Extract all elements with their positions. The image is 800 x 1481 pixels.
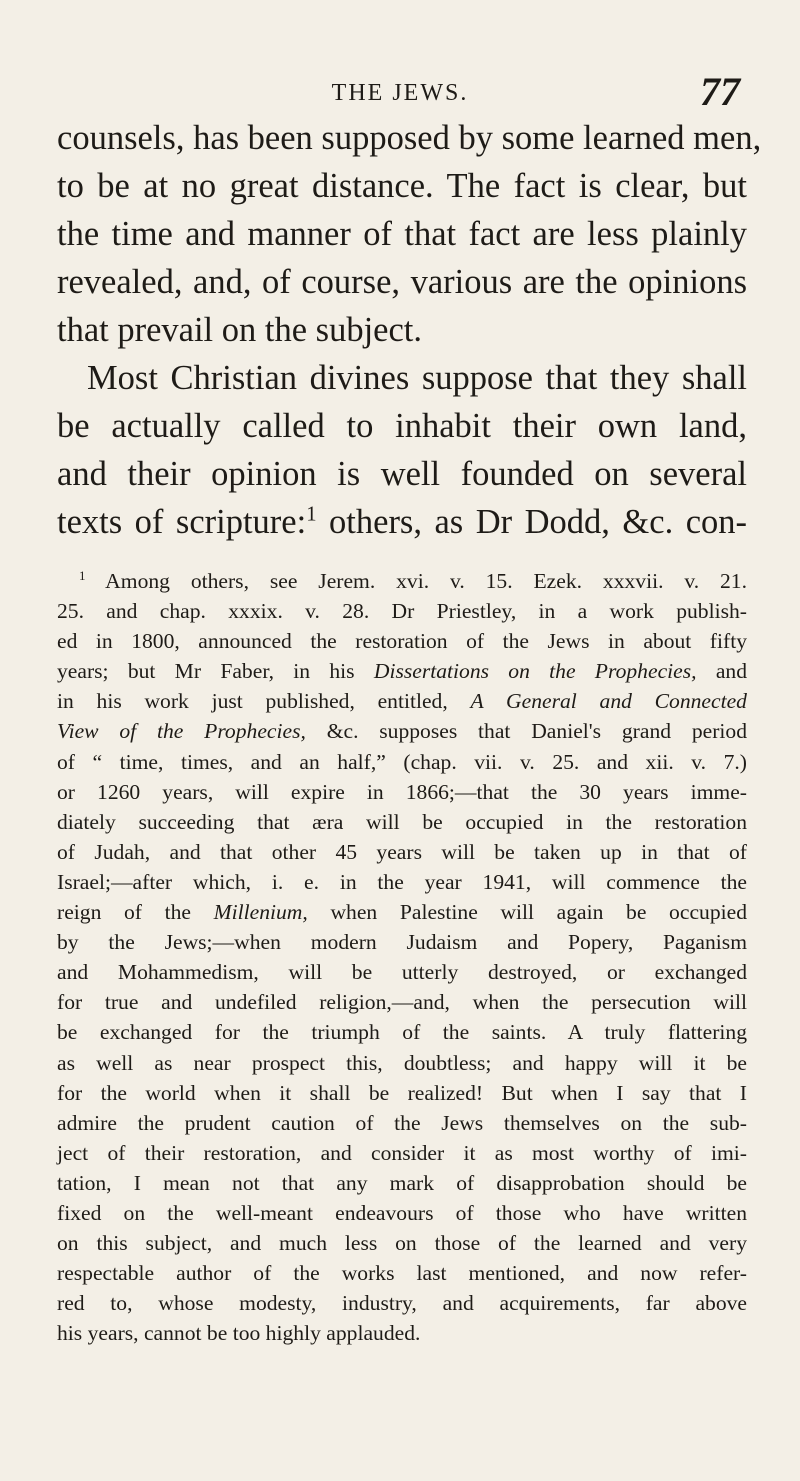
book-title: A General and Connected <box>470 689 747 714</box>
footnote-line: his years, cannot be too highly applauded. <box>57 1321 421 1346</box>
page-header <box>60 62 740 122</box>
footnote <box>57 566 747 1348</box>
page-number: 77 <box>700 69 740 114</box>
footnote-line <box>57 566 747 596</box>
text-fragment: texts of scripture: <box>57 503 307 541</box>
running-head: THE JEWS. <box>331 80 469 106</box>
footnote-line: be exchanged for the triumph of the saints. A truly flattering <box>57 1020 747 1045</box>
footnote-line: red to, whose modesty, industry, and acquirements, far above <box>57 1291 747 1316</box>
footnote-line: ed in 1800, announced the restoration of the Jews in about fifty <box>57 629 747 654</box>
footnote-line: of Judah, and that other 45 years will be taken up in that of <box>57 839 747 864</box>
footnote-line: by the Jews;—when modern Judaism and Popery, Paganism <box>57 930 747 955</box>
text-line: to be at no great distance. The fact is clear, but <box>57 167 747 205</box>
footnote-fragment: &c. supposes that Daniel's grand period <box>326 719 747 744</box>
footnote-fragment: reign of the <box>57 900 191 925</box>
book-title: Dissertations on the Prophecies, <box>373 659 697 684</box>
footnote-line <box>57 897 747 927</box>
text-line: and their opinion is well founded on several <box>57 455 747 493</box>
footnote-fragment: and <box>715 659 747 684</box>
footnote-line: Israel;—after which, i. e. in the year 1941, will commence the <box>57 869 747 894</box>
italic-term: Millenium, <box>213 900 308 925</box>
footnote-line: fixed on the well-meant endeavours of those who have written <box>57 1200 747 1225</box>
footnote-line: or 1260 years, will expire in 1866;—that the 30 years imme- <box>57 779 747 804</box>
footnote-line: for true and undefiled religion,—and, when the persecution will <box>57 990 747 1015</box>
text-line <box>57 498 747 546</box>
footnote-reference: 1 <box>306 503 317 526</box>
footnote-line: 25. and chap. xxxix. v. 28. Dr Priestley, in a work publish- <box>57 599 747 624</box>
footnote-line: admire the prudent caution of the Jews themselves on the sub- <box>57 1110 747 1135</box>
text-line: counsels, has been supposed by some learned men, <box>57 119 762 157</box>
text-line: revealed, and, of course, various are the opinions <box>57 263 747 301</box>
footnote-line: tation, I mean not that any mark of disapprobation should be <box>57 1170 747 1195</box>
footnote-line: as well as near prospect this, doubtless; and happy will it be <box>57 1050 747 1075</box>
text-line: Most Christian divines suppose that they shall <box>87 359 747 397</box>
footnote-fragment: in his work just published, entitled, <box>57 689 448 714</box>
footnote-line: respectable author of the works last mentioned, and now refer- <box>57 1261 747 1286</box>
footnote-line: on this subject, and much less on those of the learned and very <box>57 1231 747 1256</box>
footnote-line <box>57 656 747 686</box>
footnote-line <box>57 716 747 746</box>
text-line: that prevail on the subject. <box>57 311 423 349</box>
footnote-fragment: years; but Mr Faber, in his <box>57 659 355 684</box>
main-text <box>57 114 762 546</box>
footnote-line: for the world when it shall be realized! But when I say that I <box>57 1080 747 1105</box>
book-title: View of the Prophecies, <box>57 719 306 744</box>
footnote-line: ject of their restoration, and consider it as most worthy of imi- <box>57 1140 747 1165</box>
footnote-line: and Mohammedism, will be utterly destroyed, or exchanged <box>57 960 747 985</box>
footnote-line: diately succeeding that æra will be occupied in the restoration <box>57 809 747 834</box>
footnote-line <box>57 686 747 716</box>
footnote-fragment: when Palestine will again be occupied <box>330 900 748 925</box>
footnote-marker: 1 <box>79 567 86 583</box>
text-line: be actually called to inhabit their own land, <box>57 407 747 445</box>
footnote-fragment: Among others, see Jerem. xvi. v. 15. Ezek. xxxvii. v. 21. <box>105 569 747 593</box>
text-line: the time and manner of that fact are less plainly <box>57 215 747 253</box>
text-fragment: others, as Dr Dodd, &c. con- <box>329 503 748 541</box>
footnote-line: of “ time, times, and an half,” (chap. vii. v. 25. and xii. v. 7.) <box>57 749 747 774</box>
